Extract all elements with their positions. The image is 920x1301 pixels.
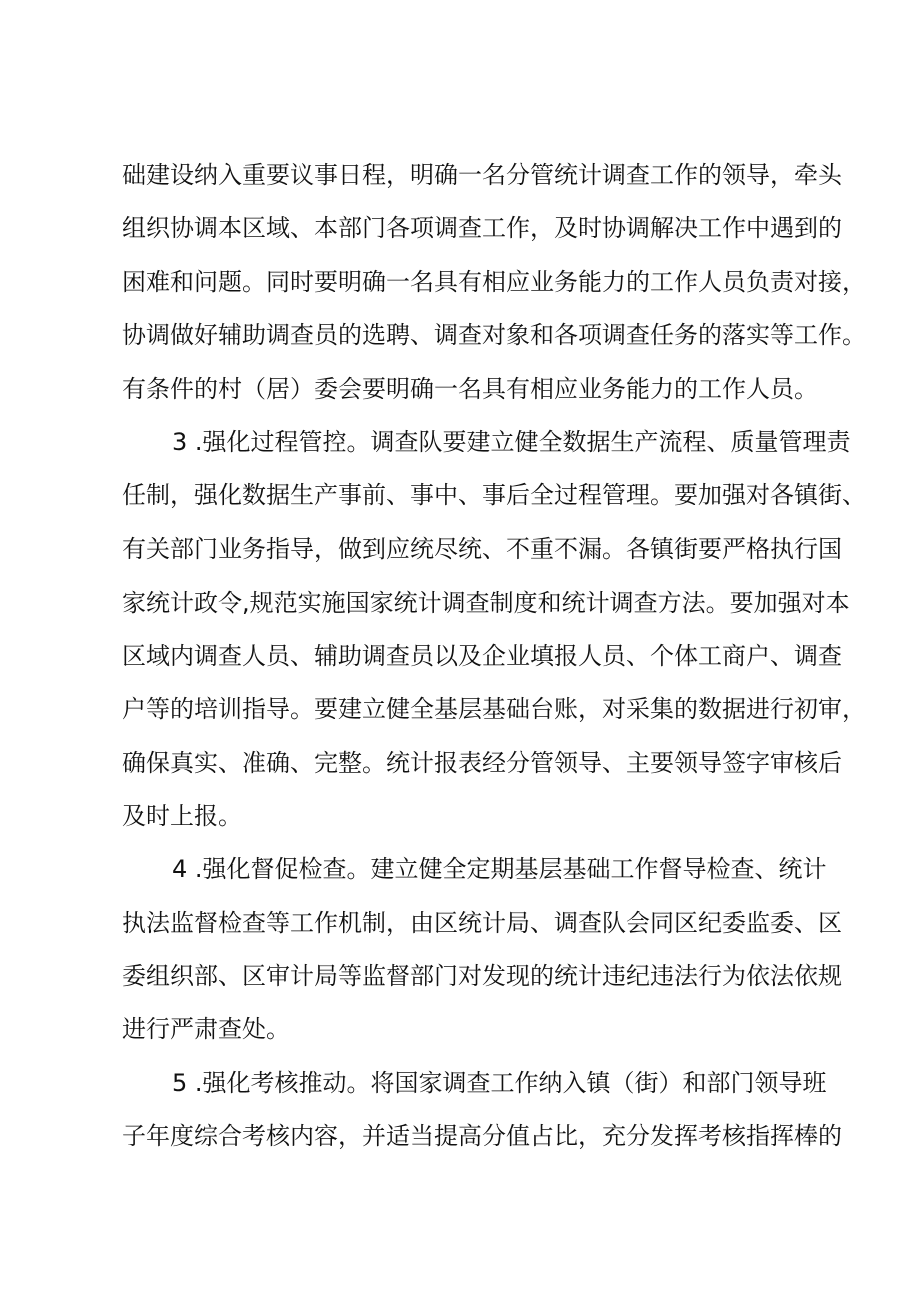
text-line: 子年度综合考核内容，并适当提高分值占比，充分发挥考核指挥棒的 — [122, 1122, 842, 1150]
text-line: 有条件的村（居）委会要明确一名具有相应业务能力的工作人员。 — [122, 375, 818, 403]
text-line: 任制，强化数据生产事前、事中、事后全过程管理。要加强对各镇街、 — [122, 481, 866, 509]
text-line: 有关部门业务指导，做到应统尽统、不重不漏。各镇街要严格执行国 — [122, 535, 842, 563]
text-line: 础建设纳入重要议事日程，明确一名分管统计调查工作的领导，牵头 — [122, 161, 842, 189]
text-line: 委组织部、区审计局等监督部门对发现的统计违纪违法行为依法依规 — [122, 962, 842, 990]
paragraph-4-heading-line: 4 .强化督促检查。建立健全定期基层基础工作督导检查、统计 — [172, 855, 827, 883]
paragraph-5-heading-line: 5 .强化考核推动。将国家调查工作纳入镇（街）和部门领导班 — [172, 1069, 827, 1097]
text-line: 家统计政令,规范实施国家统计调查制度和统计调查方法。要加强对本 — [122, 589, 850, 617]
text-line: 确保真实、准确、完整。统计报表经分管领导、主要领导签字审核后 — [122, 749, 842, 777]
text-line: 协调做好辅助调查员的选聘、调查对象和各项调查任务的落实等工作。 — [122, 321, 866, 349]
text-line: 困难和问题。同时要明确一名具有相应业务能力的工作人员负责对接， — [122, 268, 866, 296]
text-line: 执法监督检查等工作机制，由区统计局、调查队会同区纪委监委、区 — [122, 909, 842, 937]
text-line: 进行严肃查处。 — [122, 1015, 290, 1043]
text-line: 组织协调本区域、本部门各项调查工作，及时协调解决工作中遇到的 — [122, 214, 842, 242]
paragraph-3-heading-line: 3 .强化过程管控。调查队要建立健全数据生产流程、质量管理责 — [172, 428, 851, 456]
text-line: 及时上报。 — [122, 802, 242, 830]
text-line: 户等的培训指导。要建立健全基层基础台账，对采集的数据进行初审， — [122, 695, 866, 723]
text-line: 区域内调查人员、辅助调查员以及企业填报人员、个体工商户、调查 — [122, 642, 842, 670]
